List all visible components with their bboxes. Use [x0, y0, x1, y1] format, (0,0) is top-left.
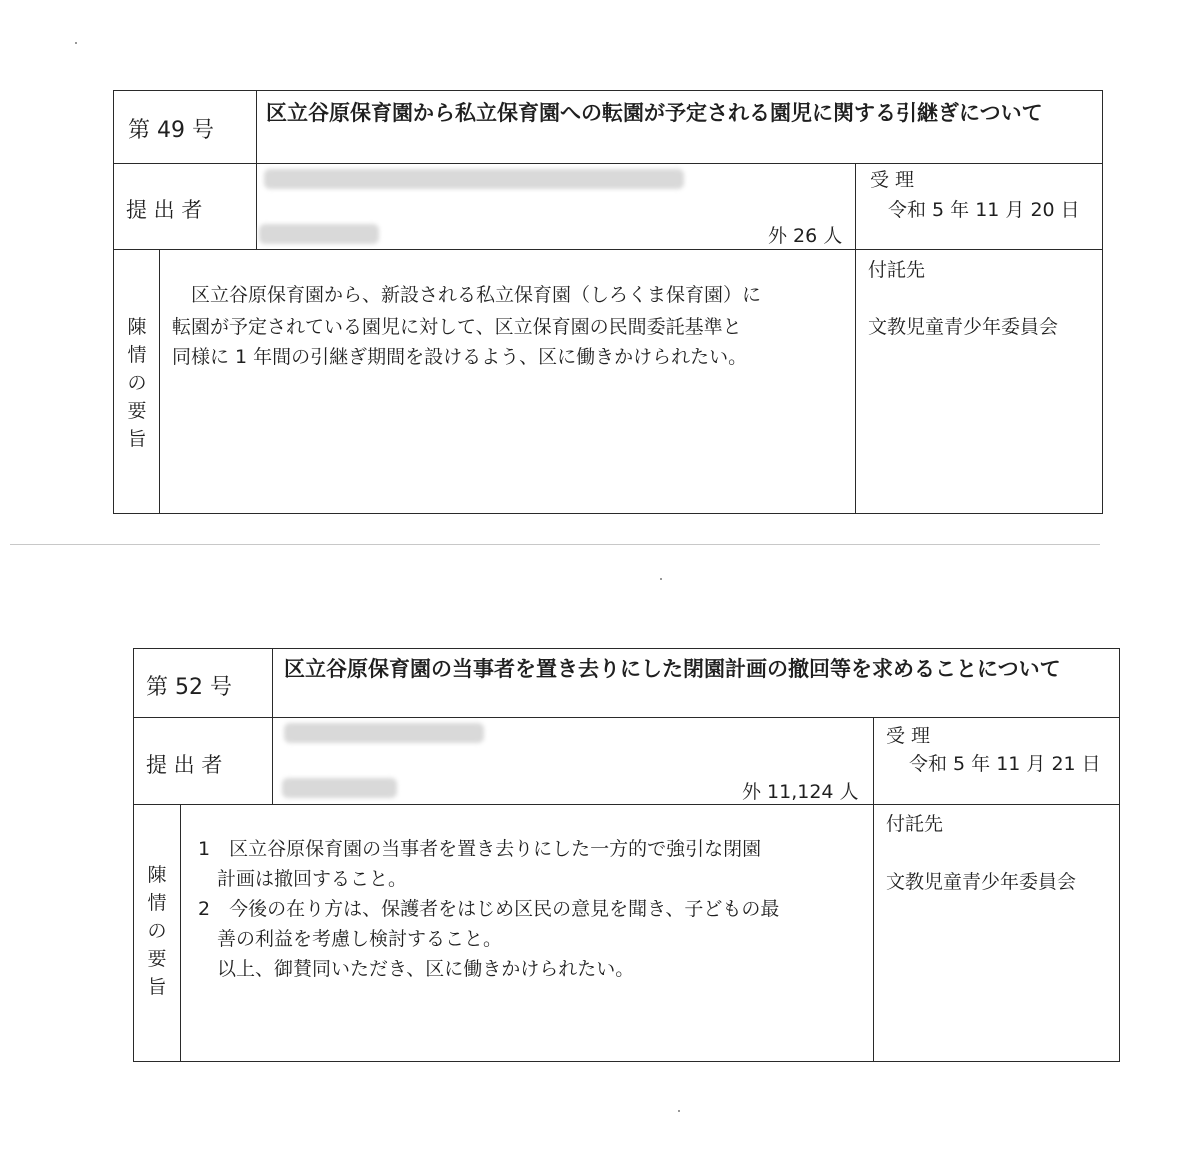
divider	[114, 163, 1102, 164]
redacted-submitter-name	[259, 224, 379, 244]
summary-line: 計画は撤回すること。	[198, 868, 408, 890]
submitter-extra-count: 外 26 人	[768, 225, 843, 247]
received-label: 受 理	[886, 725, 931, 747]
divider	[873, 717, 874, 1061]
summary-line: 善の利益を考慮し検討すること。	[198, 928, 503, 950]
redacted-submitter-name	[264, 169, 684, 189]
committee-name: 文教児童青少年委員会	[886, 871, 1077, 893]
petition-card-52	[133, 648, 1120, 1062]
petition-title: 区立谷原保育園の当事者を置き去りにした閉園計画の撤回等を求めることについて	[284, 657, 1061, 681]
summary-line: 区立谷原保育園から、新設される私立保育園（しろくま保育園）に	[172, 284, 762, 306]
divider	[256, 91, 257, 249]
divider	[855, 163, 856, 513]
received-date: 令和 5 年 11 月 20 日	[888, 199, 1080, 221]
petition-number: 第 52 号	[146, 675, 232, 700]
page-separator	[10, 544, 1100, 545]
petition-card-49	[113, 90, 1103, 514]
summary-label: 陳情の要旨	[147, 864, 167, 998]
committee-name: 文教児童青少年委員会	[868, 316, 1059, 338]
summary-line: 1 区立谷原保育園の当事者を置き去りにした一方的で強引な閉園	[198, 838, 762, 860]
divider	[159, 249, 160, 513]
divider	[134, 717, 1119, 718]
submitter-extra-count: 外 11,124 人	[742, 781, 859, 803]
scan-speck	[660, 578, 662, 580]
scan-speck	[678, 1110, 680, 1112]
scan-speck	[75, 42, 77, 44]
submitter-label: 提 出 者	[146, 753, 223, 777]
redacted-submitter-name	[284, 723, 484, 743]
received-date: 令和 5 年 11 月 21 日	[909, 753, 1101, 775]
summary-label: 陳情の要旨	[127, 316, 147, 450]
divider	[114, 249, 1102, 250]
committee-label: 付託先	[868, 259, 926, 281]
redacted-submitter-name	[282, 778, 397, 798]
received-label: 受 理	[870, 169, 915, 191]
summary-line: 2 今後の在り方は、保護者をはじめ区民の意見を聞き、子どもの最	[198, 898, 780, 920]
divider	[134, 804, 1119, 805]
summary-line: 転園が予定されている園児に対して、区立保育園の民間委託基準と	[172, 316, 742, 338]
submitter-label: 提 出 者	[126, 198, 203, 222]
divider	[272, 649, 273, 804]
petition-number: 第 49 号	[128, 118, 214, 143]
committee-label: 付託先	[886, 813, 944, 835]
petition-title: 区立谷原保育園から私立保育園への転園が予定される園児に関する引継ぎについて	[266, 101, 1043, 125]
summary-line: 同様に 1 年間の引継ぎ期間を設けるよう、区に働きかけられたい。	[172, 346, 748, 368]
summary-line: 以上、御賛同いただき、区に働きかけられたい。	[198, 958, 635, 980]
divider	[180, 804, 181, 1061]
